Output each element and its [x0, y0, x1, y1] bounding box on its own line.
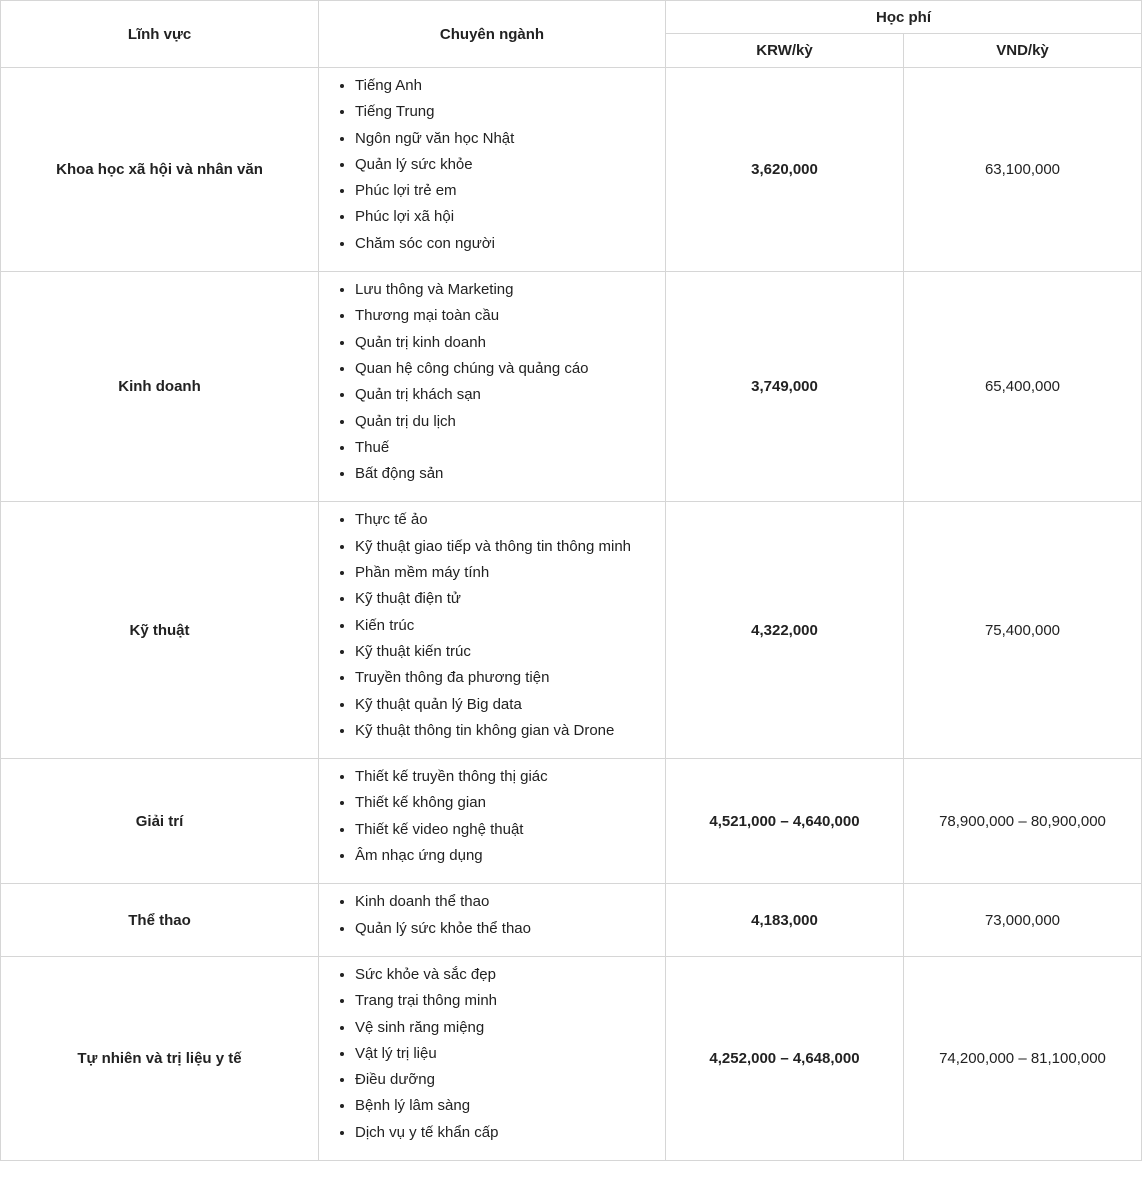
- table-row: [1, 956, 1142, 1160]
- field-cell: Kỹ thuật: [1, 502, 319, 759]
- major-item: • Bệnh lý lâm sàng: [355, 1093, 657, 1119]
- major-item: • Thực tế ảo: [355, 507, 657, 533]
- header-tuition: Học phí: [666, 1, 1142, 34]
- table-header: [1, 1, 1142, 68]
- table-row: [1, 884, 1142, 957]
- major-item: • Quản trị kinh doanh: [355, 330, 657, 356]
- major-item: • Tiếng Trung: [355, 99, 657, 125]
- table-row: [1, 759, 1142, 884]
- major-item: • Quản lý sức khỏe thể thao: [355, 916, 657, 942]
- major-item: • Quản lý sức khỏe: [355, 152, 657, 178]
- major-item: • Ngôn ngữ văn học Nhật: [355, 126, 657, 152]
- major-item: • Điều dưỡng: [355, 1067, 657, 1093]
- major-item: • Chăm sóc con người: [355, 231, 657, 257]
- major-item: • Tiếng Anh: [355, 73, 657, 99]
- field-cell: Thể thao: [1, 884, 319, 957]
- vnd-fee-cell: 65,400,000: [904, 272, 1142, 502]
- major-list: [329, 507, 657, 744]
- field-cell: Khoa học xã hội và nhân văn: [1, 68, 319, 272]
- krw-fee-cell: 4,183,000: [666, 884, 904, 957]
- major-item: • Bất động sản: [355, 461, 657, 487]
- header-major: Chuyên ngành: [319, 1, 666, 68]
- major-item: • Quản trị khách sạn: [355, 382, 657, 408]
- major-list: [329, 73, 657, 257]
- major-item: • Lưu thông và Marketing: [355, 277, 657, 303]
- major-item: • Thiết kế truyền thông thị giác: [355, 764, 657, 790]
- major-item: • Vệ sinh răng miệng: [355, 1015, 657, 1041]
- major-item: • Kỹ thuật giao tiếp và thông tin thông minh: [355, 534, 657, 560]
- vnd-fee-cell: 73,000,000: [904, 884, 1142, 957]
- header-vnd: VND/kỳ: [904, 34, 1142, 68]
- vnd-fee-cell: 63,100,000: [904, 68, 1142, 272]
- major-item: • Kỹ thuật thông tin không gian và Drone: [355, 718, 657, 744]
- major-item: • Phần mềm máy tính: [355, 560, 657, 586]
- majors-cell: [319, 956, 666, 1160]
- major-list: [329, 962, 657, 1146]
- majors-cell: [319, 502, 666, 759]
- major-item: • Quản trị du lịch: [355, 409, 657, 435]
- table-row: [1, 272, 1142, 502]
- field-cell: Giải trí: [1, 759, 319, 884]
- vnd-fee-cell: 74,200,000 – 81,100,000: [904, 956, 1142, 1160]
- table-row: [1, 502, 1142, 759]
- majors-cell: [319, 759, 666, 884]
- major-item: • Âm nhạc ứng dụng: [355, 843, 657, 869]
- major-item: • Kỹ thuật điện tử: [355, 586, 657, 612]
- vnd-fee-cell: 78,900,000 – 80,900,000: [904, 759, 1142, 884]
- krw-fee-cell: 4,322,000: [666, 502, 904, 759]
- major-list: [329, 277, 657, 487]
- majors-cell: [319, 272, 666, 502]
- major-item: • Kỹ thuật quản lý Big data: [355, 692, 657, 718]
- major-item: • Thiết kế video nghệ thuật: [355, 817, 657, 843]
- major-item: • Thương mại toàn cầu: [355, 303, 657, 329]
- major-item: • Phúc lợi trẻ em: [355, 178, 657, 204]
- krw-fee-cell: 3,749,000: [666, 272, 904, 502]
- krw-fee-cell: 4,252,000 – 4,648,000: [666, 956, 904, 1160]
- table-body: [1, 68, 1142, 1161]
- major-item: • Kiến trúc: [355, 613, 657, 639]
- major-item: • Kinh doanh thể thao: [355, 889, 657, 915]
- header-krw: KRW/kỳ: [666, 34, 904, 68]
- majors-cell: [319, 68, 666, 272]
- table-row: [1, 68, 1142, 272]
- major-item: • Dịch vụ y tế khẩn cấp: [355, 1120, 657, 1146]
- major-item: • Trang trại thông minh: [355, 988, 657, 1014]
- major-item: • Vật lý trị liệu: [355, 1041, 657, 1067]
- krw-fee-cell: 4,521,000 – 4,640,000: [666, 759, 904, 884]
- major-item: • Thiết kế không gian: [355, 790, 657, 816]
- major-item: • Sức khỏe và sắc đẹp: [355, 962, 657, 988]
- major-item: • Phúc lợi xã hội: [355, 204, 657, 230]
- field-cell: Kinh doanh: [1, 272, 319, 502]
- major-item: • Thuế: [355, 435, 657, 461]
- major-list: [329, 889, 657, 942]
- major-item: • Kỹ thuật kiến trúc: [355, 639, 657, 665]
- krw-fee-cell: 3,620,000: [666, 68, 904, 272]
- major-list: [329, 764, 657, 869]
- major-item: • Quan hệ công chúng và quảng cáo: [355, 356, 657, 382]
- major-item: • Truyền thông đa phương tiện: [355, 665, 657, 691]
- field-cell: Tự nhiên và trị liệu y tế: [1, 956, 319, 1160]
- header-field: Lĩnh vực: [1, 1, 319, 68]
- majors-cell: [319, 884, 666, 957]
- vnd-fee-cell: 75,400,000: [904, 502, 1142, 759]
